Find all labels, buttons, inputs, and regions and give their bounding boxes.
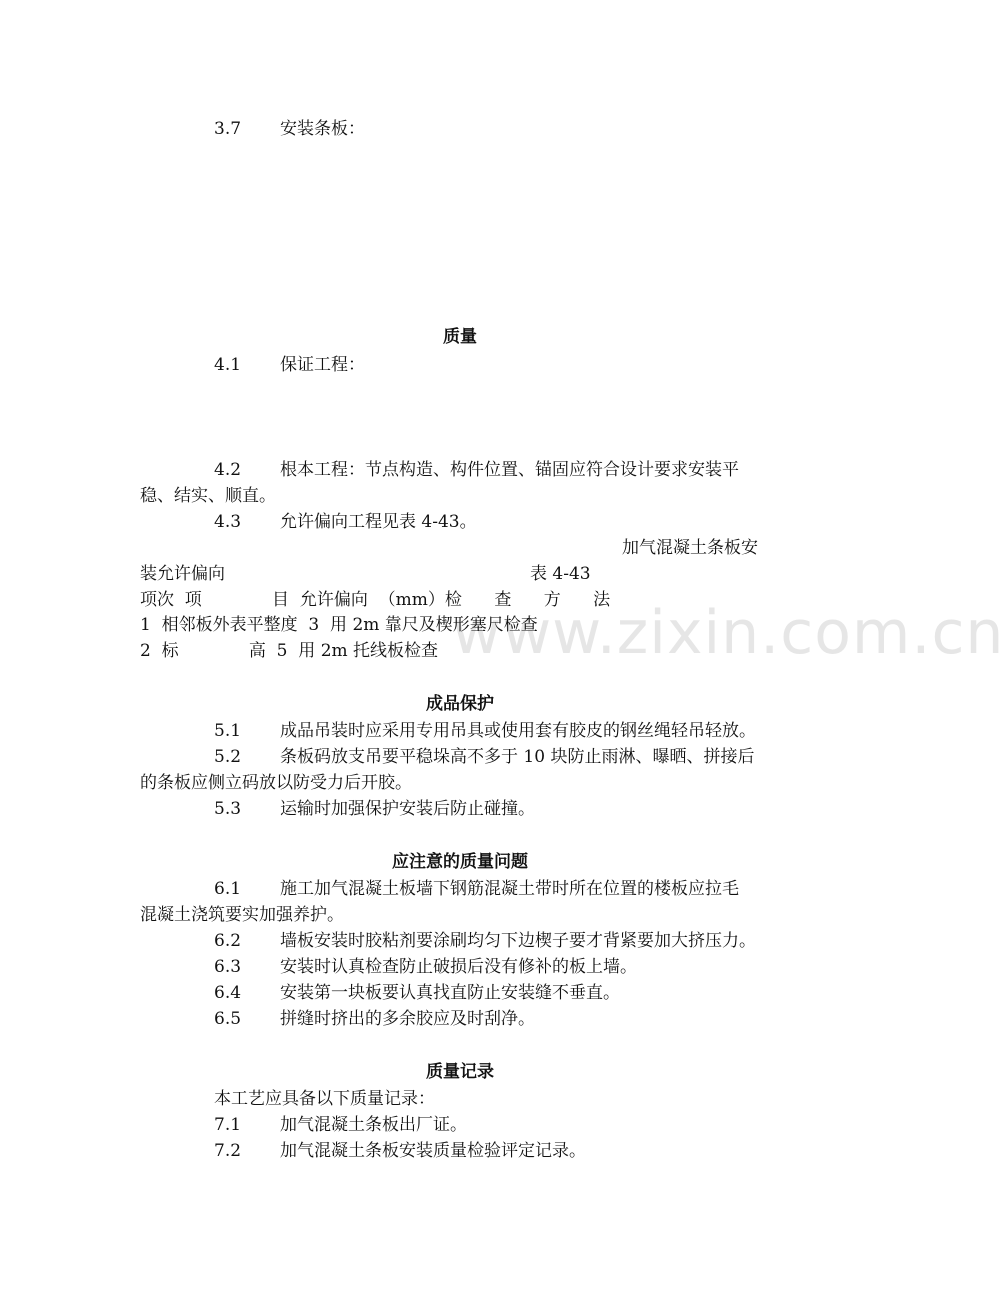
table-header: 项次 项 目 允许偏向 （mm）检 查 方 法 (140, 590, 611, 610)
section-4-3-number: 4.3 (214, 512, 242, 532)
section-6-5-number: 6.5 (214, 1009, 242, 1029)
section-5-3-number: 5.3 (214, 799, 242, 819)
section-6-4-number: 6.4 (214, 983, 242, 1003)
section-6-3-text: 安装时认真检查防止破损后没有修补的板上墙。 (280, 957, 637, 977)
section-4-2-number: 4.2 (214, 460, 242, 480)
section-4-2-text: 根本工程：节点构造、构件位置、锚固应符合设计要求安装平 (280, 460, 739, 480)
table-row-1: 1 相邻板外表平整度 3 用 2m 靠尺及楔形塞尺检查 (140, 615, 538, 635)
heading-quality-records: 质量记录 (426, 1062, 494, 1082)
section-6-5-text: 拼缝时挤出的多余胶应及时刮净。 (280, 1009, 535, 1029)
section-3-7-number: 3.7 (214, 119, 242, 139)
section-5-2-number: 5.2 (214, 747, 242, 767)
section-7-2-number: 7.2 (214, 1141, 242, 1161)
section-4-3-text: 允许偏向工程见表 4-43。 (280, 512, 477, 532)
section-4-1-number: 4.1 (214, 355, 242, 375)
section-5-3-text: 运输时加强保护安装后防止碰撞。 (280, 799, 535, 819)
table-row-2: 2 标 高 5 用 2m 托线板检查 (140, 641, 439, 661)
section-7-1-text: 加气混凝土条板出厂证。 (280, 1115, 467, 1135)
section-6-1-continuation: 混凝土浇筑要实加强养护。 (140, 905, 344, 925)
heading-product-protection: 成品保护 (426, 694, 494, 714)
watermark: www.zixin.com.cn (452, 598, 1004, 668)
section-5-1-text: 成品吊装时应采用专用吊具或使用套有胶皮的钢丝绳轻吊轻放。 (280, 721, 756, 741)
table-caption-left: 装允许偏向 (140, 564, 225, 584)
section-7-2-text: 加气混凝土条板安装质量检验评定记录。 (280, 1141, 586, 1161)
section-6-1-text: 施工加气混凝土板墙下钢筋混凝土带时所在位置的楼板应拉毛 (280, 879, 739, 899)
section-5-2-text: 条板码放支吊要平稳垛高不多于 10 块防止雨淋、曝晒、拼接后 (280, 747, 755, 767)
table-caption-right: 加气混凝土条板安 (622, 538, 758, 558)
section-6-3-number: 6.3 (214, 957, 242, 977)
records-intro: 本工艺应具备以下质量记录： (214, 1089, 435, 1109)
section-6-1-number: 6.1 (214, 879, 242, 899)
heading-quality: 质量 (443, 327, 477, 347)
section-7-1-number: 7.1 (214, 1115, 242, 1135)
section-3-7-text: 安装条板： (280, 119, 365, 139)
section-4-1-text: 保证工程： (280, 355, 365, 375)
heading-quality-issues: 应注意的质量问题 (392, 852, 528, 872)
table-number: 表 4-43 (530, 564, 591, 584)
section-6-2-number: 6.2 (214, 931, 242, 951)
section-6-4-text: 安装第一块板要认真找直防止安装缝不垂直。 (280, 983, 620, 1003)
section-6-2-text: 墙板安装时胶粘剂要涂刷均匀下边楔子要才背紧要加大挤压力。 (280, 931, 756, 951)
section-4-2-continuation: 稳、结实、顺直。 (140, 486, 276, 506)
section-5-1-number: 5.1 (214, 721, 242, 741)
section-5-2-continuation: 的条板应侧立码放以防受力后开胶。 (140, 773, 412, 793)
